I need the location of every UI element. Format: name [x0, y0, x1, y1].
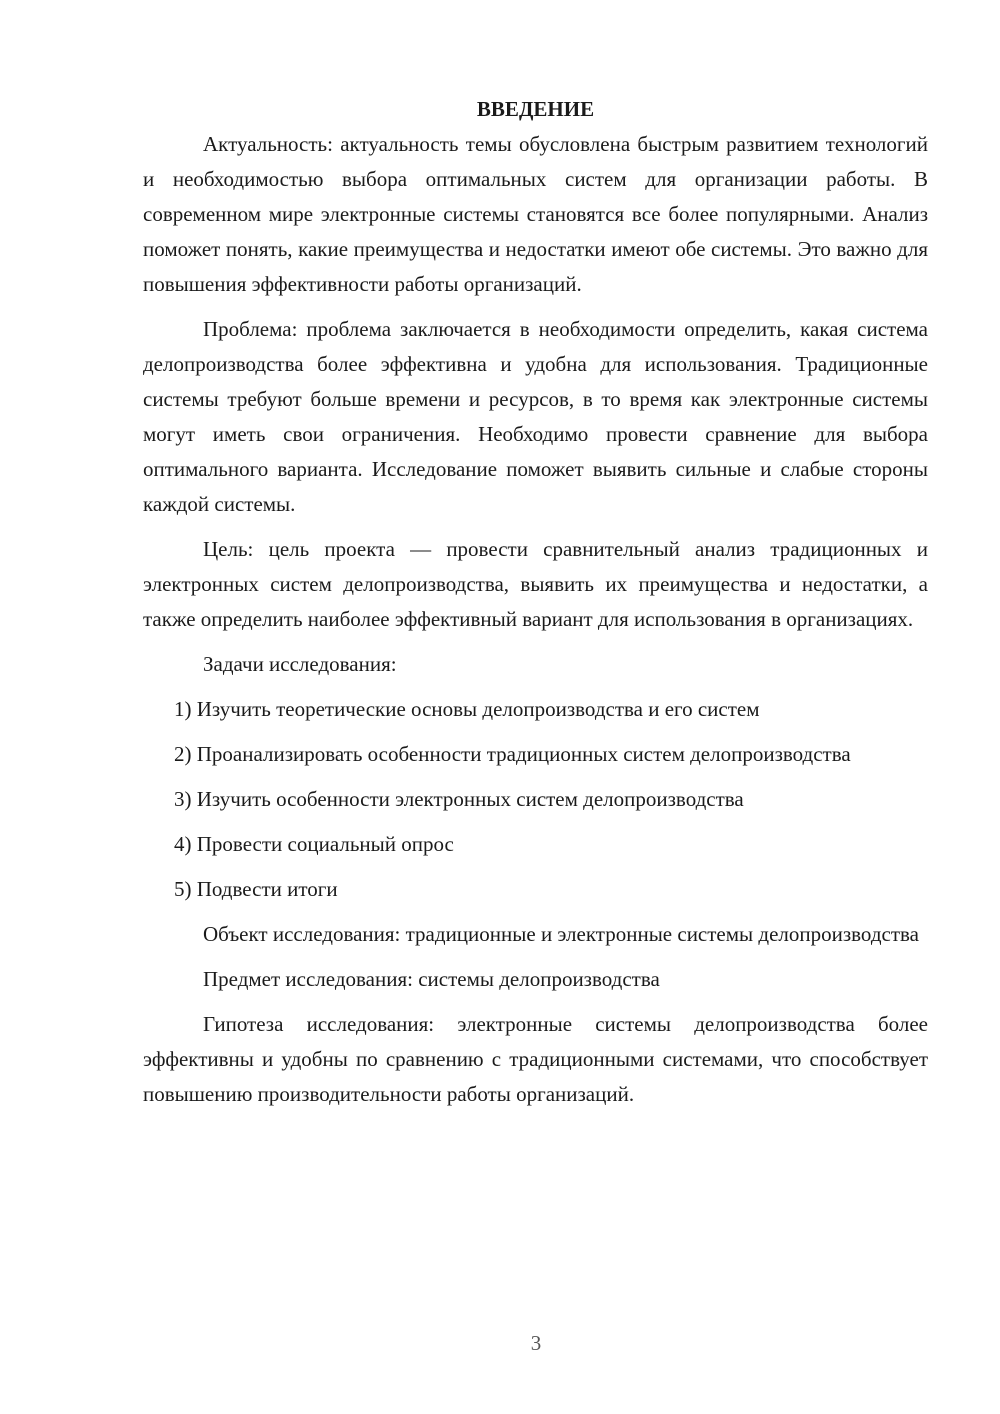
paragraph-hypothesis: Гипотеза исследования: электронные системы делопроизводства более эффективны и удобны по сравнению с традиционными системами, что способствует повышению производительности работы организаций. [143, 1012, 928, 1106]
task-item-2: 2) Проанализировать особенности традиционных систем делопроизводства [174, 742, 851, 766]
paragraph-goal: Цель: цель проекта — провести сравнительный анализ традиционных и электронных систем делопроизводства, выявить их преимущества и недостатки, а также определить наиболее эффективный вариант для использования в организациях. [143, 537, 928, 631]
task-item-4: 4) Провести социальный опрос [174, 832, 454, 856]
document-page [143, 92, 928, 1122]
paragraph-object: Объект исследования: традиционные и электронные системы делопроизводства [203, 922, 919, 946]
page-number: 3 [530, 1331, 542, 1355]
tasks-heading: Задачи исследования: [203, 652, 397, 676]
task-item-1: 1) Изучить теоретические основы делопроизводства и его систем [174, 697, 760, 721]
page-title: ВВЕДЕНИЕ [476, 97, 595, 121]
task-item-5: 5) Подвести итоги [174, 877, 338, 901]
paragraph-subject: Предмет исследования: системы делопроизводства [203, 967, 660, 991]
paragraph-relevance: Актуальность: актуальность темы обусловлена быстрым развитием технологий и необходимостью выбора оптимальных систем для организации работы. В современном мире электронные системы становятся все более популярными. Анализ поможет понять, какие преимущества и недостатки имеют обе системы. Это важно для повышения эффективности работы организаций. [143, 132, 928, 296]
paragraph-problem: Проблема: проблема заключается в необходимости определить, какая система делопроизводства более эффективна и удобна для использования. Традиционные системы требуют больше времени и ресурсов, в то время как электронные системы могут иметь свои ограничения. Необходимо провести сравнение для выбора оптимального варианта. Исследование поможет выявить сильные и слабые стороны каждой системы. [143, 317, 928, 516]
task-item-3: 3) Изучить особенности электронных систем делопроизводства [174, 787, 744, 811]
